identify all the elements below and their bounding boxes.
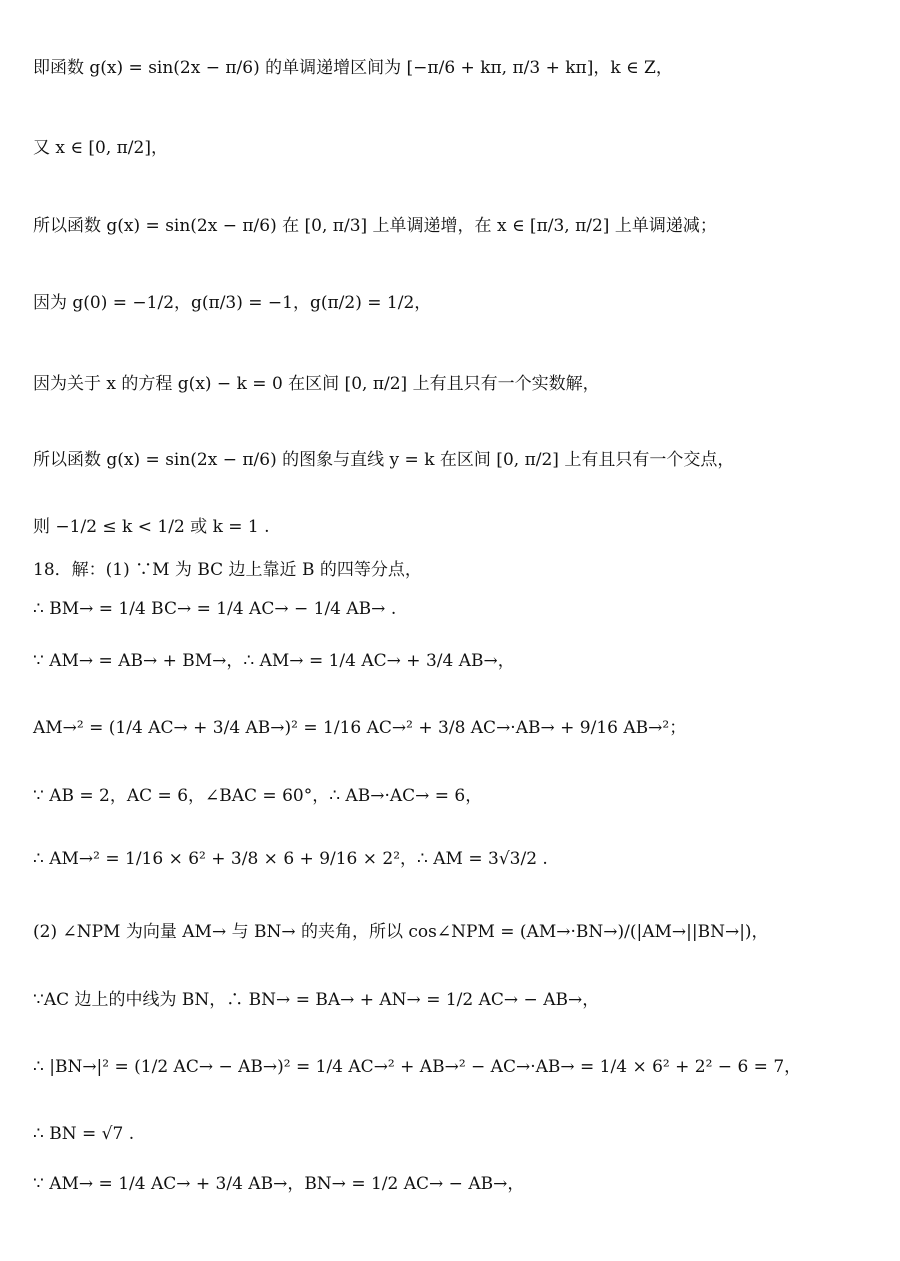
line-text: 所以函数 g(x) = sin(2x − π/6) 在 [0, π/3] 上单调递增，在 x ∈ [π/3, π/2] 上单调递减； — [33, 216, 717, 236]
line-text: ∴ |BN→|² = (1/2 AC→ − AB→)² = 1/4 AC→² + AB→² − AC→·AB→ = 1/4 × 6² + 2² − 6 = 7， — [33, 1057, 802, 1077]
line-text: 所以函数 g(x) = sin(2x − π/6) 的图象与直线 y = k 在区间 [0, π/2] 上有且只有一个交点， — [33, 450, 735, 470]
text-line — [33, 920, 880, 944]
text-line — [33, 847, 880, 871]
text-line — [33, 649, 880, 673]
line-text: AM→² = (1/4 AC→ + 3/4 AB→)² = 1/16 AC→² + 3/8 AC→·AB→ + 9/16 AB→²； — [33, 718, 687, 738]
line-text: 因为关于 x 的方程 g(x) − k = 0 在区间 [0, π/2] 上有且只有一个实数解， — [33, 374, 600, 394]
line-text: 18．解：(1) ∵M 为 BC 边上靠近 B 的四等分点， — [33, 560, 422, 580]
text-line — [33, 988, 880, 1012]
line-text: ∴ BM→ = 1/4 BC→ = 1/4 AC→ − 1/4 AB→ . — [33, 599, 397, 619]
text-line — [33, 558, 880, 582]
text-line — [33, 214, 880, 238]
text-line — [33, 597, 880, 621]
text-line — [33, 372, 880, 396]
text-line — [33, 1122, 880, 1146]
text-line — [33, 716, 880, 740]
text-line — [33, 1055, 880, 1079]
text-line — [33, 784, 880, 808]
text-line — [33, 56, 880, 80]
line-text: 则 −1/2 ≤ k < 1/2 或 k = 1 . — [33, 517, 270, 537]
text-line — [33, 448, 880, 472]
line-text: 因为 g(0) = −1/2，g(π/3) = −1，g(π/2) = 1/2， — [33, 293, 432, 313]
line-text: 即函数 g(x) = sin(2x − π/6) 的单调递增区间为 [−π/6 + kπ, π/3 + kπ]，k ∈ Z， — [33, 58, 673, 78]
line-text: ∵AC 边上的中线为 BN，∴ BN→ = BA→ + AN→ = 1/2 AC→ − AB→， — [33, 990, 600, 1010]
text-line — [33, 136, 880, 160]
line-text: ∵ AM→ = AB→ + BM→，∴ AM→ = 1/4 AC→ + 3/4 AB→， — [33, 651, 515, 671]
text-line — [33, 1172, 880, 1196]
line-text: ∴ BN = √7 . — [33, 1124, 135, 1144]
line-text: ∵ AB = 2，AC = 6，∠BAC = 60°，∴ AB→·AC→ = 6， — [33, 786, 483, 806]
line-text: (2) ∠NPM 为向量 AM→ 与 BN→ 的夹角，所以 cos∠NPM = (AM→·BN→)/(|AM→||BN→|)， — [33, 922, 769, 942]
line-text: ∵ AM→ = 1/4 AC→ + 3/4 AB→，BN→ = 1/2 AC→ − AB→， — [33, 1174, 525, 1194]
text-line — [33, 515, 880, 539]
text-line — [33, 291, 880, 315]
line-text: 又 x ∈ [0, π/2]， — [33, 138, 168, 158]
line-text: ∴ AM→² = 1/16 × 6² + 3/8 × 6 + 9/16 × 2²，∴ AM = 3√3/2 . — [33, 849, 548, 869]
